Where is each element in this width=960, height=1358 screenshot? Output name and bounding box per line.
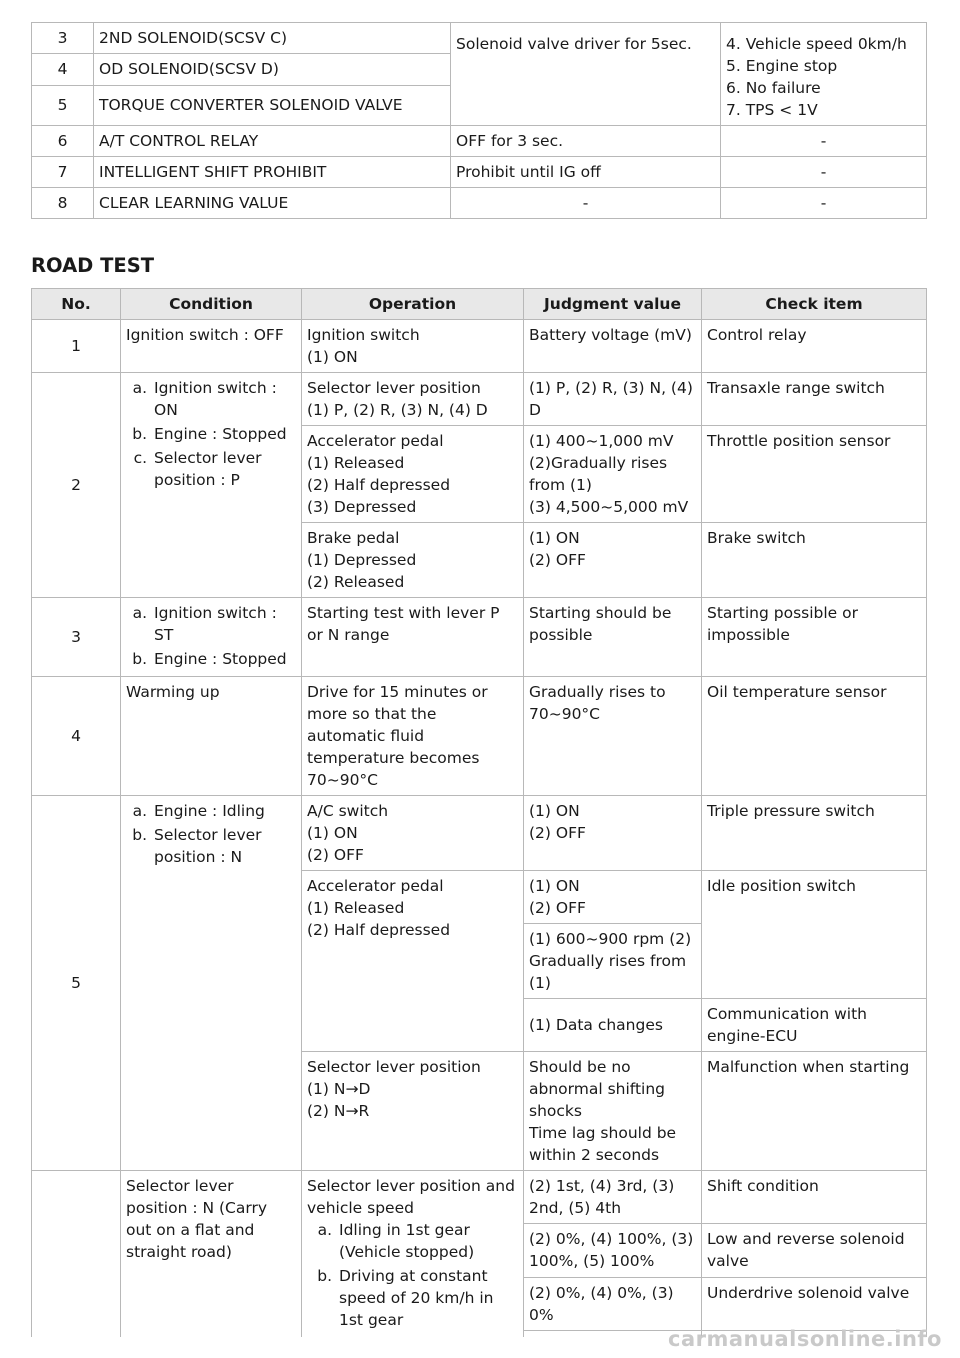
list-item: a. Idling in 1st gear (Vehicle stopped) [337,1219,518,1263]
column-header: Condition [121,289,302,320]
table-row [32,320,927,373]
section-title: ROAD TEST [31,254,155,277]
judgment-cell: (1) Data changes [524,999,702,1052]
check-item-cell: Control relay [702,320,927,373]
test-item: OD SOLENOID(SCSV D) [94,54,451,85]
judgment-cell: (1) P, (2) R, (3) N, (4) D [524,373,702,426]
row-number: 4 [32,677,121,796]
check-item-cell: Throttle position sensor [702,426,927,523]
check-item-cell: Triple pressure switch [702,796,927,871]
row-number: 4 [32,54,94,85]
list-item: b. Selector lever position : N [152,824,296,868]
check-item-cell: Low and reverse solenoid valve [702,1224,927,1277]
check-item-cell: Malfunction when starting [702,1052,927,1171]
actuator-test-table [31,22,927,219]
operation-cell: - [451,188,721,219]
table-row [32,188,927,219]
row-number: 8 [32,188,94,219]
operation-cell: Selector lever position (1) N→D (2) N→R [302,1052,524,1171]
table-row [32,23,927,54]
test-item: CLEAR LEARNING VALUE [94,188,451,219]
condition-cell [121,598,302,677]
judgment-cell: (2) 0%, (4) 0%, (3) 0% [524,1277,702,1330]
table-row [32,126,927,157]
operation-cell: Drive for 15 minutes or more so that the automatic fluid temperature becomes 70~90°C [302,677,524,796]
condition-list [126,602,296,670]
table-row [32,796,927,871]
operation-list [307,1219,518,1331]
test-item: TORQUE CONVERTER SOLENOID VALVE [94,85,451,125]
judgment-cell: (1) ON (2) OFF [524,523,702,598]
table-row [32,373,927,426]
test-item: A/T CONTROL RELAY [94,126,451,157]
table-row [32,1171,927,1224]
condition-cell: Selector lever position : N (Carry out on a flat and straight road) [121,1171,302,1338]
condition-cell: - [721,157,927,188]
list-item: b. Engine : Stopped [152,648,296,670]
row-number: 3 [32,598,121,677]
row-number: 6 [32,126,94,157]
list-item: a. Engine : Idling [152,800,296,822]
column-header: Check item [702,289,927,320]
condition-cell: Warming up [121,677,302,796]
judgment-cell: Gradually rises to 70~90°C [524,677,702,796]
operation-cell: A/C switch (1) ON (2) OFF [302,796,524,871]
road-test-table [31,288,927,1337]
column-header: No. [32,289,121,320]
operation-cell: Ignition switch (1) ON [302,320,524,373]
check-item-cell: Idle position switch [702,871,927,999]
operation-cell [302,1171,524,1338]
table-row [32,157,927,188]
condition-cell [121,796,302,1171]
check-item-cell: Transaxle range switch [702,373,927,426]
row-number [32,1171,121,1338]
list-item: c. Selector lever position : P [152,447,296,491]
judgment-cell: (1) 600~900 rpm (2) Gradually rises from (1) [524,924,702,999]
check-item-cell: Shift condition [702,1171,927,1224]
operation-cell: Accelerator pedal (1) Released (2) Half depressed (3) Depressed [302,426,524,523]
operation-cell: Selector lever position (1) P, (2) R, (3) N, (4) D [302,373,524,426]
watermark-logo: carmanualsonline.info [668,1327,942,1351]
condition-cell [121,373,302,598]
judgment-cell: (2) 1st, (4) 3rd, (3) 2nd, (5) 4th [524,1171,702,1224]
operation-cell: Starting test with lever P or N range [302,598,524,677]
row-number: 3 [32,23,94,54]
column-header: Operation [302,289,524,320]
operation-intro: Selector lever position and vehicle speed [307,1177,515,1217]
test-item: INTELLIGENT SHIFT PROHIBIT [94,157,451,188]
check-item-cell: Brake switch [702,523,927,598]
row-number: 5 [32,85,94,125]
row-number: 1 [32,320,121,373]
check-item-cell: Oil temperature sensor [702,677,927,796]
operation-cell: Solenoid valve driver for 5sec. [451,23,721,126]
condition-list [126,377,296,491]
list-item: a. Ignition switch : ST [152,602,296,646]
condition-list [126,800,296,868]
operation-cell: Accelerator pedal (1) Released (2) Half depressed [302,871,524,1052]
list-item: b. Driving at constant speed of 20 km/h in 1st gear [337,1265,518,1331]
table-row [32,677,927,796]
check-item-cell: Underdrive solenoid valve [702,1277,927,1330]
condition-cell: Ignition switch : OFF [121,320,302,373]
row-number: 2 [32,373,121,598]
test-item: 2ND SOLENOID(SCSV C) [94,23,451,54]
condition-cell: 4. Vehicle speed 0km/h 5. Engine stop 6. No failure 7. TPS < 1V [721,23,927,126]
judgment-cell: (1) ON (2) OFF [524,796,702,871]
table-row [32,598,927,677]
list-item: a. Ignition switch : ON [152,377,296,421]
judgment-cell: Should be no abnormal shifting shocks Time lag should be within 2 seconds [524,1052,702,1171]
judgment-cell: Starting should be possible [524,598,702,677]
row-number: 5 [32,796,121,1171]
condition-cell: - [721,126,927,157]
judgment-cell: (2) 0%, (4) 100%, (3) 100%, (5) 100% [524,1224,702,1277]
operation-cell: Prohibit until IG off [451,157,721,188]
list-item: b. Engine : Stopped [152,423,296,445]
operation-cell: OFF for 3 sec. [451,126,721,157]
column-header: Judgment value [524,289,702,320]
operation-cell: Brake pedal (1) Depressed (2) Released [302,523,524,598]
check-item-cell: Starting possible or impossible [702,598,927,677]
check-item-cell: Communication with engine-ECU [702,999,927,1052]
judgment-cell: (1) ON (2) OFF [524,871,702,924]
judgment-cell: (1) 400~1,000 mV (2)Gradually rises from (1) (3) 4,500~5,000 mV [524,426,702,523]
row-number: 7 [32,157,94,188]
table-header-row [32,289,927,320]
judgment-cell: Battery voltage (mV) [524,320,702,373]
condition-cell: - [721,188,927,219]
